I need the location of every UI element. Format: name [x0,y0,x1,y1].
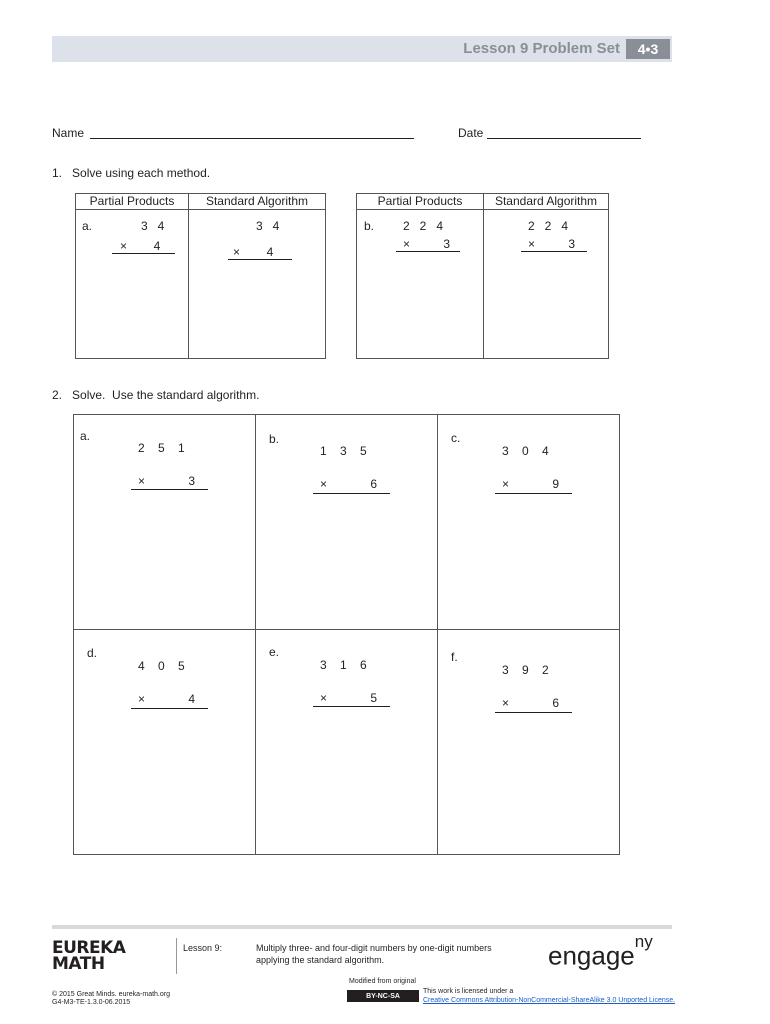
date-label: Date [458,126,484,140]
footer-lesson-desc-2: applying the standard algorithm. [256,955,385,965]
q2-prompt: 2. Solve. Use the standard algorithm. [52,388,260,402]
q2b-top: 1 3 5 [320,444,367,458]
partial-products-cell-a[interactable] [76,210,189,359]
q2f-rule [495,712,572,713]
eureka-math-logo [52,940,125,972]
q1b-std-top: 2 2 4 [528,219,569,233]
q2a-top: 2 5 1 [138,441,185,455]
lesson-title: Lesson 9 Problem Set [463,40,620,57]
q2c-bottom: × 9 [502,477,560,491]
q1a-rule [112,253,175,254]
footer-lesson-label: Lesson 9: [183,943,223,953]
q1b-bottom: × 3 [403,237,451,251]
q1-prompt: 1. Solve using each method. [52,166,211,180]
logo-line-1: EUREKA [52,938,126,958]
q1a-top: 3 4 [141,219,165,233]
logo-line-2: MATH [52,954,105,974]
q2d-top: 4 0 5 [138,659,185,673]
q1-table-a [75,193,326,359]
col-standard-algorithm: Standard Algorithm [189,194,326,210]
engage-text: engage [548,940,635,971]
q1b-top: 2 2 4 [403,219,444,233]
q2e-letter: e. [269,645,280,659]
q1b-letter: b. [364,219,375,233]
footer-license-text: This work is licensed under a [423,988,514,995]
engage-sup: ny [634,932,653,951]
q1a-bottom: × 4 [120,239,161,253]
q2c-letter: c. [451,431,461,445]
q1b-rule [396,251,460,252]
q2a-letter: a. [80,429,91,443]
q1a-std-bottom: × 4 [233,245,274,259]
lesson-badge: 4•3 [626,39,670,59]
q1a-std-rule [228,259,292,260]
cc-license-badge [347,990,419,1002]
q2b-letter: b. [269,432,280,446]
engage-ny-logo [548,932,653,972]
q2d-bottom: × 4 [138,692,196,706]
q2f-letter: f. [451,650,458,664]
q1a-std-top: 3 4 [256,219,280,233]
cc-badge-text: BY-NC-SA [366,993,400,1000]
col-partial-products: Partial Products [76,194,189,210]
name-label: Name [52,126,85,140]
q2e-bottom: × 5 [320,691,378,705]
name-line[interactable] [90,126,414,139]
license-link[interactable]: Creative Commons Attribution-NonCommercial-ShareAlike 3.0 Unported License. [423,997,676,1004]
q2b-rule [313,493,390,494]
q2e-rule [313,706,390,707]
q2d-rule [131,708,208,709]
q2a-bottom: × 3 [138,474,196,488]
q2f-bottom: × 6 [502,696,560,710]
footer-code: G4-M3-TE-1.3.0-06.2015 [52,999,131,1006]
q2b-bottom: × 6 [320,477,378,491]
q1-table-b [356,193,609,359]
footer-rule [52,925,672,929]
q2c-top: 3 0 4 [502,444,549,458]
col-partial-products: Partial Products [357,194,484,210]
q2d-letter: d. [87,646,98,660]
header-bar [52,36,672,62]
footer-lesson-desc-1: Multiply three- and four-digit numbers by one-digit numbers [256,943,492,953]
footer-divider [176,938,177,974]
footer-modified: Modified from original [349,978,416,985]
q2f-top: 3 9 2 [502,663,549,677]
date-line[interactable] [487,126,641,139]
q2e-top: 3 1 6 [320,658,367,672]
q1a-letter: a. [82,219,93,233]
q1b-std-rule [521,251,587,252]
q2a-rule [131,489,208,490]
footer-copyright: © 2015 Great Minds. eureka-math.org [52,991,170,998]
q1b-std-bottom: × 3 [528,237,576,251]
col-standard-algorithm: Standard Algorithm [484,194,609,210]
q2c-rule [495,493,572,494]
